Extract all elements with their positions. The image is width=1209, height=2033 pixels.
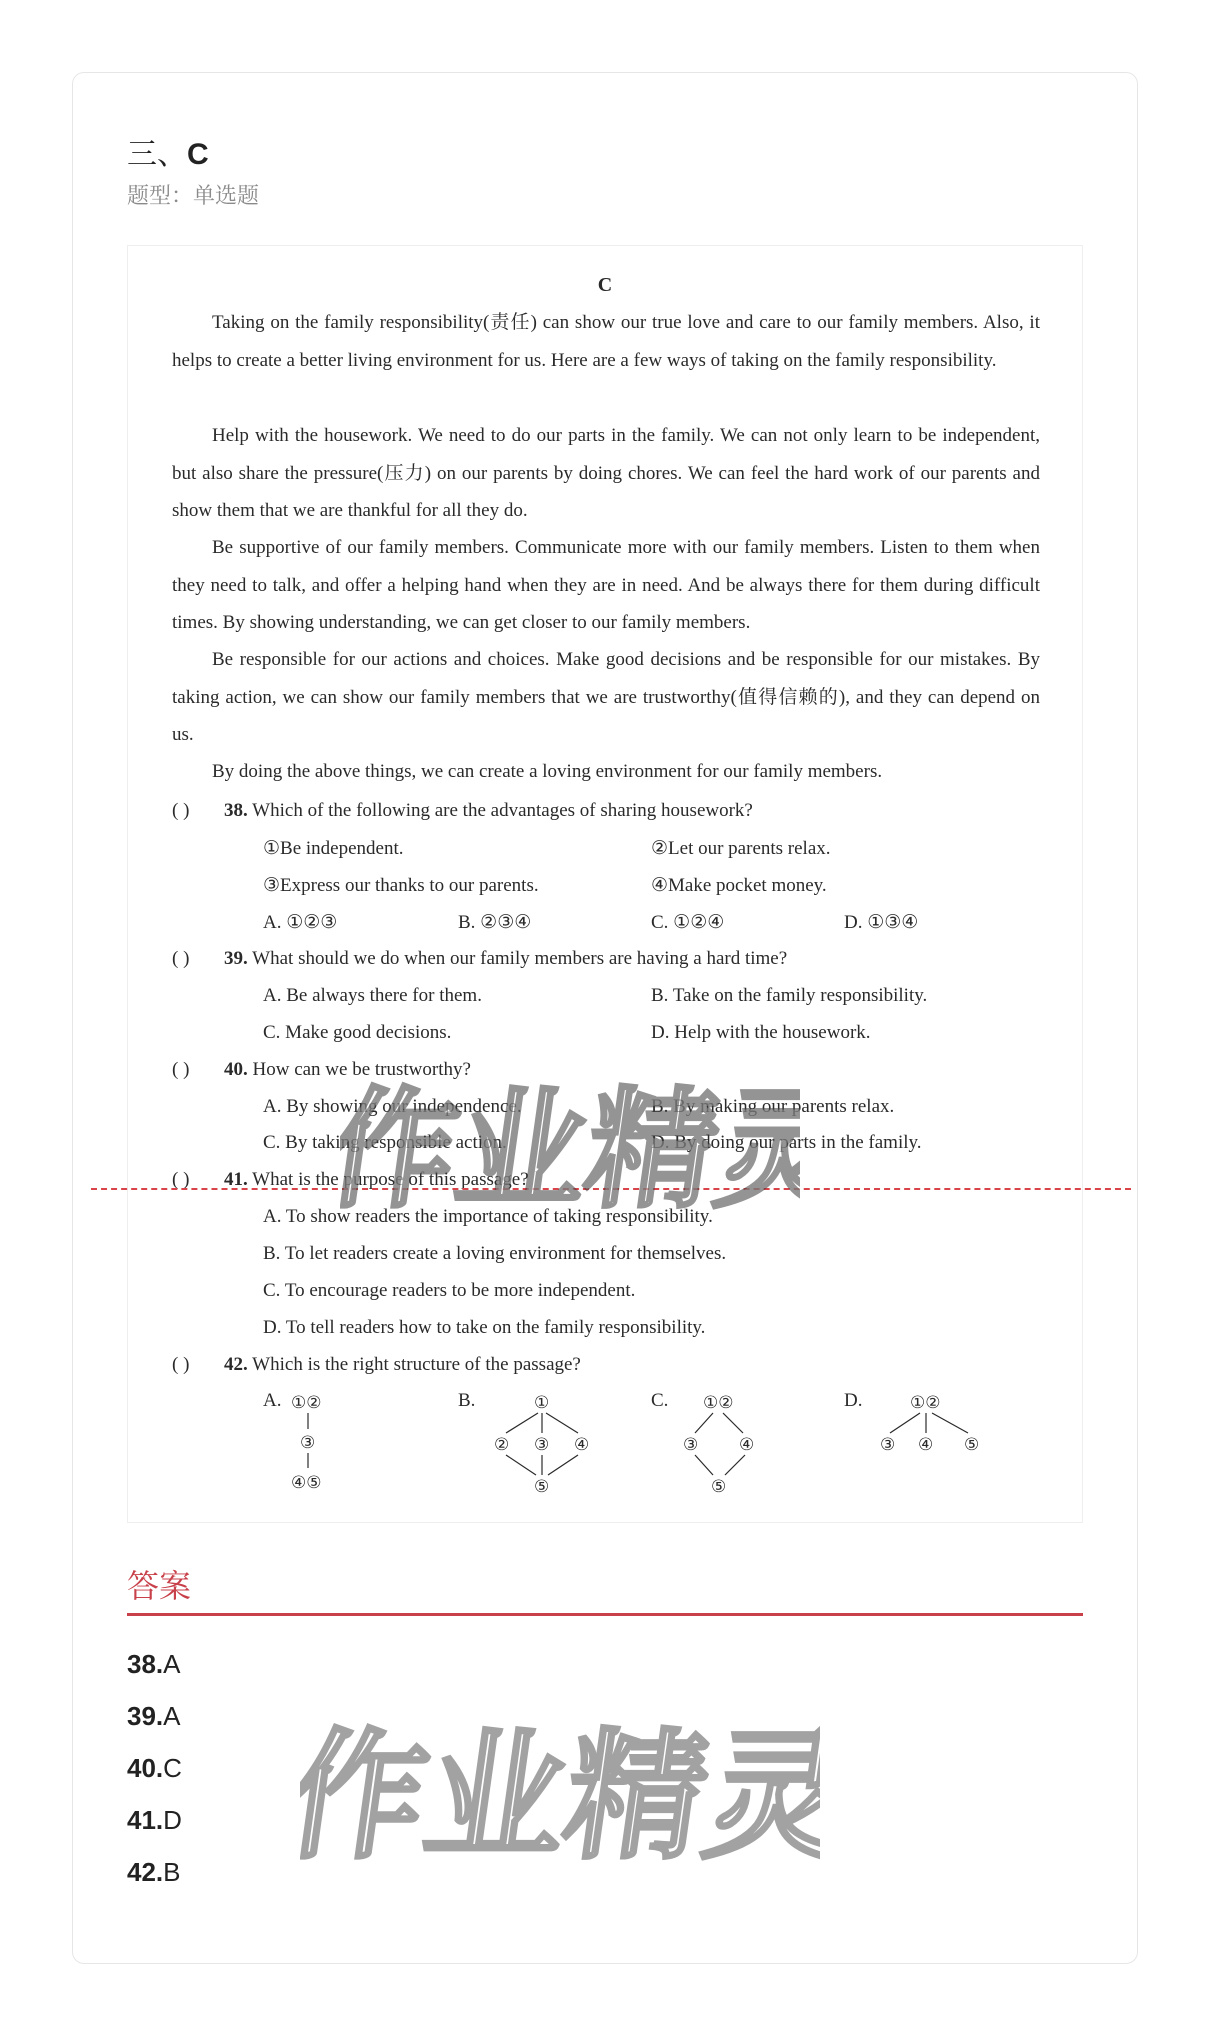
question-type-label: 题型：单选题 <box>127 183 260 208</box>
passage-paragraph: Be supportive of our family members. Communicate more with our family members. Listen to them when they need to talk, and offer a helping hand when they are in need. And be always there for them during difficult times. By showing understanding, we can get closer to our family members. <box>172 537 1040 633</box>
q41-option-c: C. To encourage readers to be more independent. <box>263 1280 636 1301</box>
passage-paragraph: By doing the above things, we can create a loving environment for our family members. <box>212 761 883 782</box>
q38-item: ④Make pocket money. <box>651 875 827 896</box>
diagram-d-right: ⑤ <box>964 1435 980 1455</box>
q39-option-d: D. Help with the housework. <box>651 1022 871 1043</box>
structure-diagram-d <box>868 1388 998 1474</box>
answer-row: 42.B <box>127 1857 181 1887</box>
section-title <box>127 129 209 173</box>
q41-option-a: A. To show readers the importance of taking responsibility. <box>263 1206 713 1227</box>
answer-row: 40.C <box>127 1753 182 1783</box>
diagram-d-mid: ④ <box>918 1435 934 1455</box>
q41-option-d: D. To tell readers how to take on the family responsibility. <box>263 1317 706 1338</box>
diagram-b-mid: ③ <box>534 1435 550 1455</box>
answer-row: 38.A <box>127 1649 181 1679</box>
diagram-b-bottom: ⑤ <box>534 1477 550 1497</box>
diagram-a-mid: ③ <box>300 1433 316 1453</box>
q38-item: ③Express our thanks to our parents. <box>263 875 539 896</box>
diagram-b-left: ② <box>494 1435 510 1455</box>
answer-row: 39.A <box>127 1701 181 1731</box>
q39-option-c: C. Make good decisions. <box>263 1022 452 1043</box>
q40-option-d: D. By doing our parts in the family. <box>651 1132 922 1153</box>
passage-image <box>127 245 1083 1523</box>
diagram-a-bottom: ④⑤ <box>291 1473 322 1493</box>
answer-row: 41.D <box>127 1805 182 1835</box>
diagram-a-top: ①② <box>291 1393 322 1413</box>
question-42: ( ) 42. Which is the right structure of the passage? <box>172 1354 581 1375</box>
q42-option-b: B. <box>458 1390 476 1411</box>
q42-option-d: D. <box>844 1390 863 1411</box>
diagram-d-top: ①② <box>910 1393 941 1413</box>
section-prefix: 三、 <box>127 138 187 171</box>
diagram-c-right: ④ <box>739 1435 755 1455</box>
structure-diagram-a <box>283 1388 363 1504</box>
diagram-c-left: ③ <box>683 1435 699 1455</box>
structure-diagram-b <box>478 1388 608 1504</box>
q41-option-b: B. To let readers create a loving environment for themselves. <box>263 1243 727 1264</box>
q38-option-d: D. ①③④ <box>844 912 919 933</box>
q38-option-c: C. ①②④ <box>651 912 725 933</box>
q38-item: ①Be independent. <box>263 838 404 859</box>
question-41: ( ) 41. What is the purpose of this passage? <box>172 1169 529 1190</box>
question-38: ( ) 38. Which of the following are the advantages of sharing housework? <box>172 800 753 821</box>
q38-item: ②Let our parents relax. <box>651 838 831 859</box>
passage-heading: C <box>597 274 613 296</box>
q42-option-c: C. <box>651 1390 669 1411</box>
diagram-b-right: ④ <box>574 1435 590 1455</box>
diagram-c-bottom: ⑤ <box>711 1477 727 1497</box>
q40-option-a: A. By showing our independence. <box>263 1096 522 1117</box>
answer-underline <box>127 1613 1083 1616</box>
q40-option-c: C. By taking responsible action. <box>263 1132 507 1153</box>
q38-option-b: B. ②③④ <box>458 912 532 933</box>
diagram-b-top: ① <box>534 1393 550 1413</box>
q40-option-b: B. By making our parents relax. <box>651 1096 895 1117</box>
question-39: ( ) 39. What should we do when our family members are having a hard time? <box>172 948 788 969</box>
q39-option-b: B. Take on the family responsibility. <box>651 985 928 1006</box>
q39-option-a: A. Be always there for them. <box>263 985 482 1006</box>
passage-paragraph: Help with the housework. We need to do our parts in the family. We can not only learn to be independent, but also share the pressure(压力) on our parents by doing chores. We can feel the hard work of our parents and show them that we are thankful for all they do. <box>172 425 1040 521</box>
svg-text:作业精灵: 作业精灵 <box>340 1074 800 1226</box>
question-card <box>72 72 1138 1964</box>
dashed-divider <box>91 1188 1131 1190</box>
passage-paragraph: Taking on the family responsibility(责任) can show our true love and care to our family members. Also, it helps to create a better living environment for us. Here are a few ways of taking on the family responsibility. <box>172 312 1040 371</box>
passage-paragraph: Be responsible for our actions and choices. Make good decisions and be responsible for our mistakes. By taking action, we can show our family members that we are trustworthy(值得信赖的), and they can depend on us. <box>172 649 1040 745</box>
q42-option-a: A. <box>263 1390 282 1411</box>
diagram-d-left: ③ <box>880 1435 896 1455</box>
svg-text:作业精灵: 作业精灵 <box>300 1715 820 1879</box>
question-40: ( ) 40. How can we be trustworthy? <box>172 1059 471 1080</box>
section-letter: C <box>187 138 209 171</box>
q38-option-a: A. ①②③ <box>263 912 338 933</box>
diagram-c-top: ①② <box>703 1393 734 1413</box>
answer-heading: 答案 <box>127 1568 192 1604</box>
structure-diagram-c <box>673 1388 783 1504</box>
